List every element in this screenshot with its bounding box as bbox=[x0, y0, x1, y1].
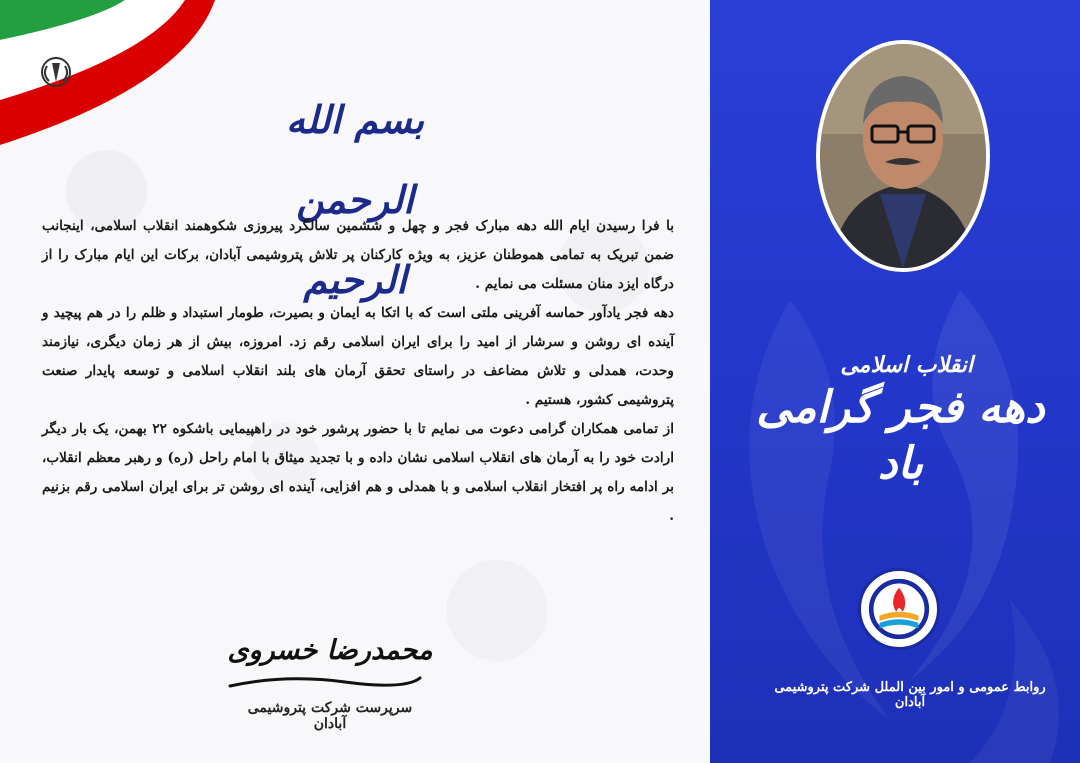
iran-flag-icon bbox=[0, 0, 230, 150]
greeting-panel bbox=[710, 0, 1080, 763]
petrochemical-logo-icon bbox=[861, 571, 937, 647]
headline-subtitle: انقلاب اسلامی bbox=[840, 352, 973, 378]
letter-paragraph: با فرا رسیدن ایام الله دهه مبارک فجر و چهل و ششمین سالگرد پیروزی شکوهمند انقلاب اسلامی، اینجانب ضمن تبریک به تمامی هموطنان عزیز، به ویژه کارکنان پر تلاش پتروشیمی آبادان، برکات این ایام مبارک را از درگاه ایزد منان مسئلت می نمایم . bbox=[42, 218, 674, 292]
greeting-headline bbox=[728, 350, 1073, 520]
letter-body bbox=[42, 212, 674, 531]
person-portrait-icon bbox=[820, 44, 986, 268]
basmala-calligraphy: بسم الله الرحمن الرحیم bbox=[285, 97, 425, 302]
signature-stroke-icon bbox=[225, 672, 425, 692]
letter-paragraph: دهه فجر یادآور حماسه آفرینی ملتی است که با اتکا به ایمان و بصیرت، طومار استبداد و ظلم را در هم پیچید و آینده ای روشن و سرشار از امید را برای ایران اسلامی رقم زد. امروزه، بیش از هر زمان دیگری، نیازمند وحدت، همدلی و تلاش مضاعف در راستای تحقق آرمان های بلند انقلاب اسلامی و توسعه پایدار صنعت پتروشیمی کشور، هستیم . bbox=[42, 305, 674, 408]
letter-paragraph: از تمامی همکاران گرامی دعوت می نمایم تا با حضور پرشور خود در راهپیمایی باشکوه ۲۲ بهمن، یک بار دیگر ارادت خود را به آرمان های انقلاب اسلامی نشان داده و با تجدید میثاق با امام راحل (ره) و رهبر معظم انقلاب، بر ادامه راه پر افتخار انقلاب اسلامی و با همدلی و هم افزایی، آینده ای روشن تر برای ایران اسلامی رقم بزنیم . bbox=[42, 421, 674, 524]
public-relations-credit: روابط عمومی و امور بین الملل شرکت پتروشیمی آبادان bbox=[774, 680, 1046, 710]
signature-name: محمدرضا خسروی bbox=[227, 635, 433, 666]
portrait-frame bbox=[816, 40, 990, 272]
company-logo bbox=[858, 568, 940, 650]
signature-title: سرپرست شرکت پتروشیمی آبادان bbox=[247, 700, 413, 732]
portrait-photo bbox=[820, 44, 986, 268]
headline-title: دهه فجر گرامی باد bbox=[756, 382, 1045, 489]
